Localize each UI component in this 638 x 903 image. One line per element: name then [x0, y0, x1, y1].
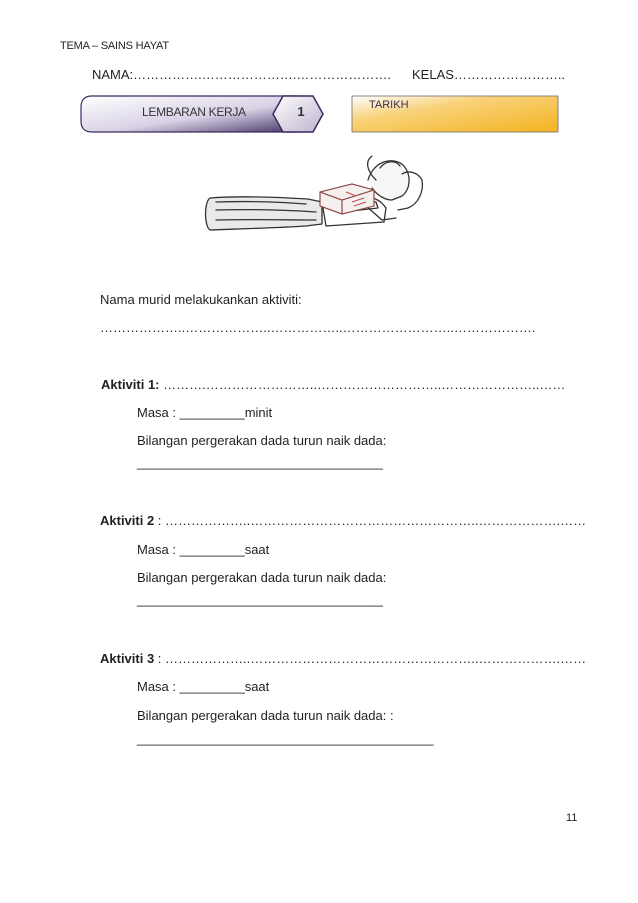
activity-3-heading: [100, 651, 586, 666]
activity-2-title: Aktiviti 2: [100, 513, 155, 528]
activity-3-answer[interactable]: _________________________________________: [137, 731, 434, 746]
nama-field[interactable]: NAMA:…………….………………….………………….: [92, 67, 392, 82]
activity-2-answer[interactable]: __________________________________: [137, 592, 383, 607]
activity-3-bilangan: Bilangan pergerakan dada turun naik dada: :: [137, 708, 394, 723]
page-number: 11: [566, 812, 578, 824]
activity-3-masa[interactable]: Masa : _________saat: [137, 679, 270, 694]
activity-3-title: Aktiviti 3: [100, 651, 155, 666]
prompt-text: Nama murid melakukankan aktiviti:: [100, 292, 302, 307]
activity-1-answer[interactable]: __________________________________: [137, 455, 383, 470]
lying-person-illustration: [196, 150, 436, 250]
activity-2-dots[interactable]: : ………………..……………………………………………..……………….……: [154, 513, 587, 528]
activity-1-dots[interactable]: ……….……………………..………………………..…………………..……: [159, 377, 566, 392]
kelas-field[interactable]: KELAS……………………..: [412, 67, 566, 82]
activity-2-bilangan: Bilangan pergerakan dada turun naik dada:: [137, 570, 387, 585]
activity-1-heading: [101, 377, 565, 392]
activity-1-title: Aktiviti 1:: [101, 377, 160, 392]
theme-header: TEMA – SAINS HAYAT: [60, 40, 169, 52]
prompt-answer-line[interactable]: ………………..………………..……………..……………………..……………….: [100, 320, 536, 335]
tarikh-field[interactable]: TARIKH: [369, 99, 409, 111]
activity-2-masa[interactable]: Masa : _________saat: [137, 542, 270, 557]
activity-1-bilangan: Bilangan pergerakan dada turun naik dada:: [137, 433, 387, 448]
activity-2-heading: [100, 513, 586, 528]
activity-1-masa[interactable]: Masa : _________minit: [137, 405, 273, 420]
activity-3-dots[interactable]: : ………………..……………………………………………..……………….……: [154, 651, 587, 666]
worksheet-number: 1: [297, 104, 305, 119]
worksheet-label: LEMBARAN KERJA: [142, 105, 246, 119]
